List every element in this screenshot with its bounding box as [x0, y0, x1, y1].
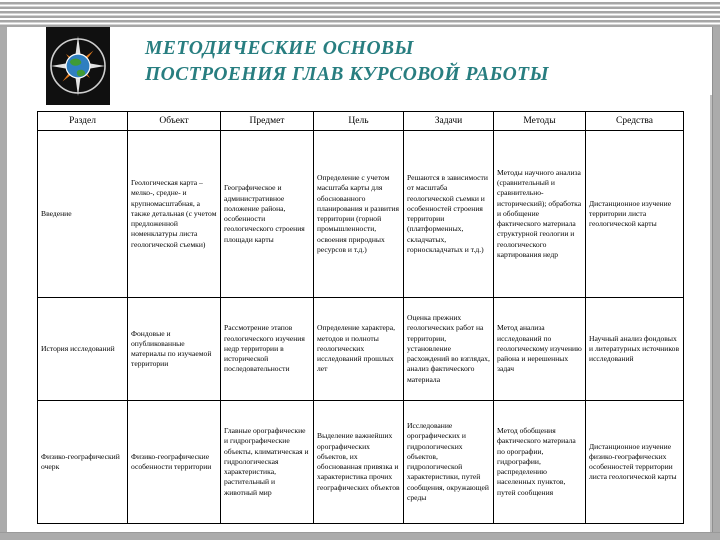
slide-shadow — [710, 95, 712, 532]
slide-frame-bottom — [0, 532, 720, 540]
course-chapters-table — [37, 111, 684, 524]
column-header-zadachi: Задачи — [404, 112, 494, 131]
cell-subject: Главные орографические и гидрографические объекты, климатическая и гидрологическая характеристика, растительный и животный мир — [221, 401, 314, 524]
cell-object: Геологическая карта – мелко-, средне- и крупномасштабная, а также детальная (с учетом предложенной номенклатуры листа геологической съемки) — [128, 131, 221, 298]
column-header-sredstva: Средства — [586, 112, 684, 131]
cell-means: Дистанционное изучение территории листа геологической карты — [586, 131, 684, 298]
cell-section: История исследований — [38, 298, 128, 401]
cell-methods: Методы научного анализа (сравнительный и сравнительно-исторический); обработка и обобщение фактического материала структурной геологии и геологического картирования недр — [494, 131, 586, 298]
slide-title-line2: ПОСТРОЕНИЯ ГЛАВ КУРСОВОЙ РАБОТЫ — [145, 64, 549, 85]
cell-means: Дистанционное изучение физико-географических особенностей территории листа геологической карты — [586, 401, 684, 524]
cell-object: Физико-географические особенности территории — [128, 401, 221, 524]
cell-methods: Метод обобщения фактического материала по орографии, гидрографии, распределению населенных пунктов, путей сообщения — [494, 401, 586, 524]
column-header-metody: Методы — [494, 112, 586, 131]
column-header-cel: Цель — [314, 112, 404, 131]
cell-tasks: Исследование орографических и гидрологических объектов, гидрологической характеристики, путей сообщения, окружающей среды — [404, 401, 494, 524]
compass-globe-logo-icon — [46, 27, 110, 105]
column-header-razdel: Раздел — [38, 112, 128, 131]
cell-tasks: Оценка прежних геологических работ на территории, установление расхождений во взглядах, анализ фактического материала — [404, 298, 494, 401]
cell-means: Научный анализ фондовых и литературных источников исследований — [586, 298, 684, 401]
cell-section: Введение — [38, 131, 128, 298]
slide-title-line1: МЕТОДИЧЕСКИЕ ОСНОВЫ — [145, 38, 414, 59]
cell-methods: Метод анализа исследований по геологическому изучению района и нерешенных задач — [494, 298, 586, 401]
column-header-predmet: Предмет — [221, 112, 314, 131]
slide-frame-left — [0, 0, 7, 540]
cell-goal: Определение с учетом масштаба карты для обоснованного планирования и развития территории (горной промышленности, освоения природных ресурсов и т.д.) — [314, 131, 404, 298]
cell-subject: Географическое и административное положение района, особенности геологического строения площади карты — [221, 131, 314, 298]
column-header-obekt: Объект — [128, 112, 221, 131]
top-stripes-decoration — [0, 0, 720, 27]
cell-goal: Определение характера, методов и полноты геологических исследований прошлых лет — [314, 298, 404, 401]
table-header-row — [38, 112, 684, 131]
cell-subject: Рассмотрение этапов геологического изучения недр территории в исторической последовательности — [221, 298, 314, 401]
cell-object: Фондовые и опубликованные материалы по изучаемой территории — [128, 298, 221, 401]
table-row-vvedenie — [38, 131, 684, 298]
slide-frame-right — [712, 0, 720, 540]
slide-title — [145, 36, 685, 88]
cell-goal: Выделение важнейших орографических объектов, их обоснованная привязка и характеристика прочих географических объектов — [314, 401, 404, 524]
table-row-istoriya — [38, 298, 684, 401]
cell-tasks: Решаются в зависимости от масштаба геологической съемки и особенностей строения территории (платформенных, складчатых, горноскладчатых и т.д.) — [404, 131, 494, 298]
cell-section: Физико-географический очерк — [38, 401, 128, 524]
table-row-fiziko-geograficheskiy — [38, 401, 684, 524]
